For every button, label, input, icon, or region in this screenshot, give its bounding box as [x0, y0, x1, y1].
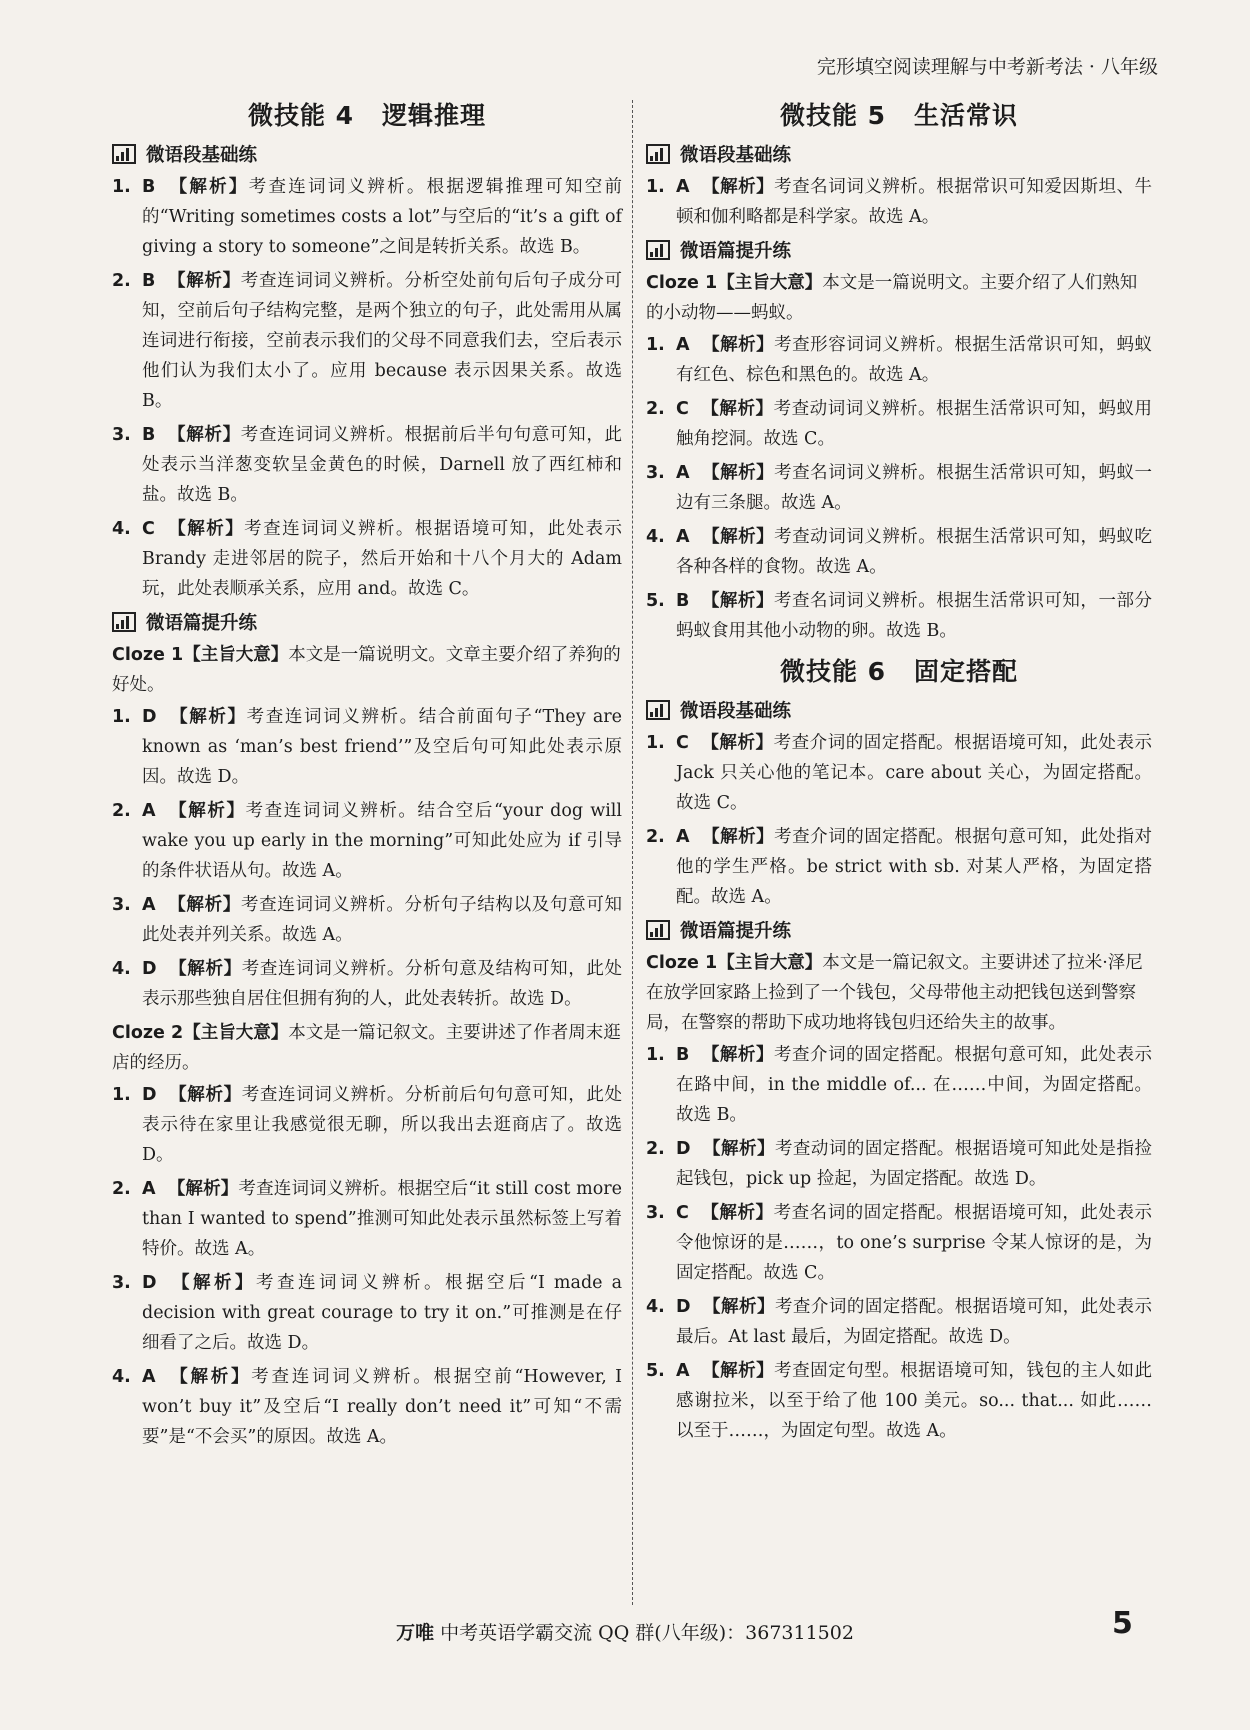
answer-text: 考查连词词义辨析。根据空后“I made a decision with great courage to try it on.”可推测是在仔细看了之后。故选 D。: [142, 1273, 622, 1353]
answer-number: 2.: [112, 271, 131, 291]
answer-body: [142, 1268, 622, 1358]
answer-number: 3.: [112, 895, 131, 915]
answer-body: [676, 1134, 1152, 1194]
section-heading: [112, 142, 622, 166]
analysis-tag: 【解析】: [167, 1367, 252, 1387]
answer-number: 1.: [112, 1085, 131, 1105]
section-heading-label: 微语篇提升练: [680, 241, 792, 262]
answer-letter: C: [676, 1203, 689, 1223]
answer-body: [676, 458, 1152, 518]
answer-item: [646, 1040, 1152, 1130]
analysis-tag: 【解析】: [167, 801, 246, 821]
skill-number: 微技能 6: [779, 657, 887, 686]
answer-letter: A: [142, 1179, 156, 1199]
analysis-tag: 【解析】: [167, 895, 241, 915]
answer-body: [142, 420, 622, 510]
cloze-label: Cloze 1: [646, 273, 718, 293]
answer-text: 考查连词词义辨析。根据前后半句句意可知，此处表示当洋葱变软呈金黄色的时候，Darnell 放了西红柿和盐。故选 B。: [142, 425, 623, 505]
answer-item: [112, 266, 622, 416]
answer-letter: B: [676, 591, 690, 611]
answer-body: [676, 1356, 1152, 1446]
cloze-block: [112, 640, 622, 1014]
skill-4-title: [112, 96, 622, 132]
answer-item: [646, 1356, 1152, 1446]
answer-item: [112, 954, 622, 1014]
answer-body: [676, 522, 1152, 582]
analysis-tag: 【解析】: [701, 1361, 775, 1381]
answer-number: 1.: [646, 733, 665, 753]
answer-text: 考查连词词义辨析。分析句意及结构可知，此处表示那些独自居住但拥有狗的人，此处表转折。故选 D。: [142, 959, 623, 1009]
answer-number: 2.: [112, 1179, 131, 1199]
answer-item: [112, 890, 622, 950]
skill-number: 微技能 4: [247, 101, 355, 130]
answer-text: 考查动词词义辨析。根据生活常识可知，蚂蚁用触角挖洞。故选 C。: [676, 399, 1153, 449]
answer-text: 考查连词词义辨析。根据语境可知，此处表示 Brandy 走进邻居的院子，然后开始和十八个月大的 Adam 玩，此处表顺承关系，应用 and。故选 C。: [142, 519, 623, 599]
analysis-tag: 【解析】: [168, 707, 247, 727]
answer-body: [676, 728, 1152, 818]
answer-item: [112, 1174, 622, 1264]
answer-number: 1.: [112, 177, 131, 197]
answer-body: [142, 172, 622, 262]
main-idea-tag: 【主旨大意】: [183, 1023, 289, 1043]
answer-text: 考查介词的固定搭配。根据句意可知，此处表示在路中间，in the middle of... 在……中间，为固定搭配。故选 B。: [676, 1045, 1153, 1125]
answer-number: 1.: [646, 1045, 665, 1065]
answer-number: 1.: [646, 177, 665, 197]
answer-number: 4.: [112, 959, 131, 979]
answer-text: 考查连词词义辨析。根据空前“However, I won’t buy it”及空后“I really don’t need it”可知“不需要”是“不会买”的原因。故选 A。: [142, 1367, 623, 1447]
analysis-tag: 【解析】: [167, 271, 241, 291]
answer-text: 考查固定句型。根据语境可知，钱包的主人如此感谢拉米，以至于给了他 100 美元。so... that... 如此……以至于……，为固定句型。故选 A。: [676, 1361, 1153, 1441]
bar-chart-icon: [646, 920, 670, 940]
answer-body: [676, 1198, 1152, 1288]
answer-item: [112, 1362, 622, 1452]
answer-item: [646, 586, 1152, 646]
skill-name: 逻辑推理: [382, 101, 487, 130]
answer-text: 考查名词词义辨析。根据生活常识可知，蚂蚁一边有三条腿。故选 A。: [676, 463, 1153, 513]
left-column: [112, 92, 622, 1456]
answer-text: 考查介词的固定搭配。根据语境可知，此处表示 Jack 只关心他的笔记本。care about 关心，为固定搭配。故选 C。: [676, 733, 1153, 813]
answer-body: [676, 1040, 1152, 1130]
analysis-tag: 【解析】: [168, 1085, 242, 1105]
answer-number: 2.: [646, 827, 665, 847]
answer-letter: D: [676, 1139, 691, 1159]
answer-item: [646, 522, 1152, 582]
answer-number: 5.: [646, 591, 665, 611]
answer-body: [142, 266, 622, 416]
skill-5-title: [646, 96, 1152, 132]
analysis-tag: 【解析】: [167, 177, 249, 197]
analysis-tag: 【解析】: [701, 177, 775, 197]
skill-number: 微技能 5: [779, 101, 887, 130]
cloze-intro-text: 本文是一篇记叙文。主要讲述了拉米·泽尼在放学回家路上捡到了一个钱包，父母带他主动把钱包送到警察局，在警察的帮助下成功地将钱包归还给失主的故事。: [646, 953, 1143, 1033]
analysis-tag: 【解析】: [701, 827, 775, 847]
answer-text: 考查连词词义辨析。分析前后句句意可知，此处表示待在家里让我感觉很无聊，所以我出去逛商店了。故选 D。: [142, 1085, 623, 1165]
answer-body: [676, 172, 1152, 232]
analysis-tag: 【解析】: [702, 1297, 775, 1317]
answer-list: [112, 172, 622, 604]
answer-letter: A: [142, 895, 156, 915]
answer-body: [142, 890, 622, 950]
bar-chart-icon: [646, 144, 670, 164]
answer-item: [646, 458, 1152, 518]
analysis-tag: 【解析】: [167, 1179, 239, 1199]
answer-text: 考查连词词义辨析。根据空后“it still cost more than I wanted to spend”推测可知此处表示虽然标签上写着特价。故选 A。: [142, 1179, 622, 1259]
answer-letter: A: [676, 1361, 690, 1381]
answer-item: [646, 822, 1152, 912]
answer-number: 4.: [646, 1297, 665, 1317]
analysis-tag: 【解析】: [700, 1203, 774, 1223]
section-heading-label: 微语篇提升练: [146, 613, 258, 634]
answer-text: 考查连词词义辨析。分析空处前句后句子成分可知，空前后句子结构完整，是两个独立的句子，此处需用从属连词进行衔接，空前表示我们的父母不同意我们去，空后表示他们认为我们太小了。应用 because 表示因果关系。故选 B。: [142, 271, 623, 411]
cloze-intro-text: 本文是一篇记叙文。主要讲述了作者周末逛店的经历。: [112, 1023, 621, 1073]
section-heading-label: 微语段基础练: [680, 701, 792, 722]
footer: [0, 1618, 1250, 1645]
main-idea-tag: 【主旨大意】: [717, 273, 823, 293]
bar-chart-icon: [112, 144, 136, 164]
answer-text: 考查连词词义辨析。结合前面句子“They are known as ‘man’s best friend’”及空后句可知此处表示原因。故选 D。: [142, 707, 622, 787]
answer-body: [676, 330, 1152, 390]
answer-item: [646, 1198, 1152, 1288]
cloze-block: [646, 268, 1152, 646]
answer-letter: C: [676, 399, 689, 419]
cloze-label: Cloze 2: [112, 1023, 184, 1043]
answer-text: 考查连词词义辨析。分析句子结构以及句意可知此处表并列关系。故选 A。: [142, 895, 622, 945]
answer-number: 2.: [646, 399, 665, 419]
answer-body: [142, 954, 622, 1014]
analysis-tag: 【解析】: [701, 463, 775, 483]
answer-letter: A: [676, 827, 690, 847]
section-heading-label: 微语篇提升练: [680, 921, 792, 942]
analysis-tag: 【解析】: [168, 1273, 257, 1293]
answer-item: [646, 394, 1152, 454]
section-heading: [646, 698, 1152, 722]
analysis-tag: 【解析】: [168, 959, 242, 979]
running-header: 完形填空阅读理解与中考新考法 · 八年级: [816, 56, 1158, 78]
answer-item: [646, 1292, 1152, 1352]
answer-number: 4.: [112, 519, 131, 539]
answer-letter: A: [676, 335, 690, 355]
analysis-tag: 【解析】: [167, 425, 241, 445]
section-heading: [646, 918, 1152, 942]
cloze-intro-text: 本文是一篇说明文。主要介绍了人们熟知的小动物——蚂蚁。: [646, 273, 1138, 323]
answer-text: 考查形容词词义辨析。根据生活常识可知，蚂蚁有红色、棕色和黑色的。故选 A。: [676, 335, 1153, 385]
skill-name: 生活常识: [914, 101, 1019, 130]
answer-body: [676, 1292, 1152, 1352]
bar-chart-icon: [646, 240, 670, 260]
answer-item: [646, 728, 1152, 818]
answer-body: [142, 1362, 622, 1452]
analysis-tag: 【解析】: [166, 519, 245, 539]
answer-letter: D: [142, 1085, 157, 1105]
skill-name: 固定搭配: [914, 657, 1019, 686]
answer-body: [676, 822, 1152, 912]
answer-text: 考查连词词义辨析。结合空后“your dog will wake you up early in the morning”可知此处应为 if 引导的条件状语从句。故选 A。: [142, 801, 623, 881]
analysis-tag: 【解析】: [701, 527, 775, 547]
answer-letter: A: [676, 463, 690, 483]
answer-letter: A: [676, 527, 690, 547]
brand-logo: 万唯: [396, 1622, 435, 1644]
cloze-label: Cloze 1: [646, 953, 718, 973]
cloze-intro: [112, 640, 622, 700]
answer-text: 考查连词词义辨析。根据逻辑推理可知空前的“Writing sometimes costs a lot”与空后的“it’s a gift of giving a story to someone”之间是转折关系。故选 B。: [142, 177, 623, 257]
answer-list: [646, 728, 1152, 912]
answer-number: 5.: [646, 1361, 665, 1381]
answer-number: 3.: [112, 425, 131, 445]
answer-letter: D: [142, 959, 157, 979]
answer-list: [646, 172, 1152, 232]
answer-letter: B: [142, 271, 156, 291]
answer-text: 考查动词词义辨析。根据生活常识可知，蚂蚁吃各种各样的食物。故选 A。: [676, 527, 1153, 577]
skill-6-title: [646, 652, 1152, 688]
answer-text: 考查名词词义辨析。根据常识可知爱因斯坦、牛顿和伽利略都是科学家。故选 A。: [676, 177, 1153, 227]
answer-letter: D: [676, 1297, 691, 1317]
bar-chart-icon: [646, 700, 670, 720]
cloze-block: [112, 1018, 622, 1452]
answer-item: [112, 702, 622, 792]
answer-body: [142, 1080, 622, 1170]
answer-number: 3.: [646, 463, 665, 483]
cloze-intro-text: 本文是一篇说明文。文章主要介绍了养狗的好处。: [112, 645, 621, 695]
section-heading: [646, 238, 1152, 262]
section-heading-label: 微语段基础练: [146, 145, 258, 166]
answer-item: [646, 172, 1152, 232]
answer-text: 考查动词的固定搭配。根据语境可知此处是指捡起钱包，pick up 捡起，为固定搭配。故选 D。: [676, 1139, 1153, 1189]
answer-letter: B: [142, 177, 156, 197]
answer-text: 考查名词词义辨析。根据生活常识可知，一部分蚂蚁食用其他小动物的卵。故选 B。: [676, 591, 1153, 641]
answer-item: [112, 420, 622, 510]
column-divider: [632, 100, 633, 1605]
answer-item: [646, 330, 1152, 390]
answer-item: [112, 796, 622, 886]
answer-body: [142, 514, 622, 604]
analysis-tag: 【解析】: [701, 1045, 774, 1065]
analysis-tag: 【解析】: [702, 1139, 775, 1159]
footer-text: 中考英语学霸交流 QQ 群(八年级)：367311502: [440, 1622, 854, 1644]
cloze-label: Cloze 1: [112, 645, 184, 665]
answer-item: [112, 172, 622, 262]
answer-number: 1.: [646, 335, 665, 355]
answer-letter: A: [142, 1367, 156, 1387]
analysis-tag: 【解析】: [700, 733, 774, 753]
answer-number: 1.: [112, 707, 131, 727]
answer-letter: D: [142, 707, 157, 727]
section-heading: [112, 610, 622, 634]
answer-body: [142, 702, 622, 792]
answer-item: [112, 514, 622, 604]
section-heading: [646, 142, 1152, 166]
answer-letter: A: [142, 801, 156, 821]
answer-text: 考查介词的固定搭配。根据句意可知，此处指对他的学生严格。be strict with sb. 对某人严格，为固定搭配。故选 A。: [676, 827, 1153, 907]
answer-letter: D: [142, 1273, 157, 1293]
answer-number: 4.: [112, 1367, 131, 1387]
answer-item: [112, 1080, 622, 1170]
right-column: [646, 92, 1152, 1450]
answer-body: [142, 1174, 622, 1264]
cloze-block: [646, 948, 1152, 1446]
bar-chart-icon: [112, 612, 136, 632]
analysis-tag: 【解析】: [700, 399, 774, 419]
answer-item: [112, 1268, 622, 1358]
answer-number: 3.: [112, 1273, 131, 1293]
answer-number: 2.: [646, 1139, 665, 1159]
answer-body: [676, 394, 1152, 454]
cloze-intro: [112, 1018, 622, 1078]
answer-number: 3.: [646, 1203, 665, 1223]
analysis-tag: 【解析】: [701, 591, 774, 611]
answer-letter: A: [676, 177, 690, 197]
section-heading-label: 微语段基础练: [680, 145, 792, 166]
answer-text: 考查名词的固定搭配。根据语境可知，此处表示令他惊讶的是……，to one’s surprise 令某人惊讶的是，为固定搭配。故选 C。: [676, 1203, 1153, 1283]
main-idea-tag: 【主旨大意】: [183, 645, 289, 665]
answer-body: [676, 586, 1152, 646]
main-idea-tag: 【主旨大意】: [717, 953, 823, 973]
answer-letter: C: [676, 733, 689, 753]
answer-number: 4.: [646, 527, 665, 547]
answer-letter: C: [142, 519, 155, 539]
answer-number: 2.: [112, 801, 131, 821]
cloze-intro: [646, 948, 1152, 1038]
answer-letter: B: [676, 1045, 690, 1065]
answer-body: [142, 796, 622, 886]
answer-item: [646, 1134, 1152, 1194]
answer-letter: B: [142, 425, 156, 445]
page-number: 5: [1112, 1606, 1133, 1641]
answer-text: 考查介词的固定搭配。根据语境可知，此处表示最后。At last 最后，为固定搭配。故选 D。: [676, 1297, 1153, 1347]
cloze-intro: [646, 268, 1152, 328]
analysis-tag: 【解析】: [701, 335, 775, 355]
